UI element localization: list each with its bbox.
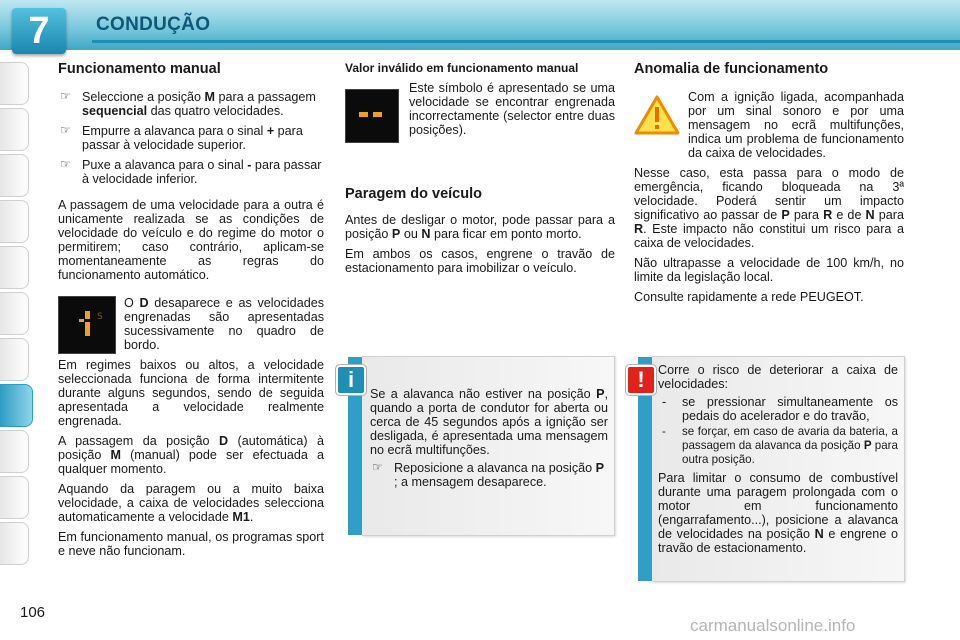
chapter-tab-active[interactable] xyxy=(0,384,33,427)
paragraph: Para limitar o consumo de combustível durante uma paragem prolongada com o motor em funcionamento (engarrafamento...), posicione a alavanca de velocidades na posição N e engrene o travão de estacionamento. xyxy=(658,471,898,555)
chapter-tab[interactable] xyxy=(0,246,29,289)
manual-steps xyxy=(58,90,324,186)
section-title-invalid: Valor inválido em funcionamento manual xyxy=(345,61,579,75)
info-content xyxy=(370,387,608,495)
left-column xyxy=(58,62,324,564)
paragraph: Aquando da paragem ou a muito baixa velocidade, a caixa de velocidades selecciona automaticamente a velocidade M1. xyxy=(58,482,324,524)
section-title-stop: Paragem do veículo xyxy=(345,186,482,202)
invalid-note xyxy=(345,81,615,143)
paragraph: Em ambos os casos, engrene o travão de estacionamento para imobilizar o veículo. xyxy=(345,247,615,275)
chapter-tab[interactable] xyxy=(0,476,29,519)
paragraph: Com a ignição ligada, acompanhada por um sinal sonoro e por uma mensagem no ecrã multifunções, indica um problema de funcionamento da caixa de velocidades. xyxy=(688,90,904,160)
list-item: - se pressionar simultaneamente os pedais do acelerador e do travão, xyxy=(658,395,898,423)
paragraph: Nesse caso, esta passa para o modo de emergência, ficando bloqueada na 3ª velocidade. Poderá sentir um impacto significativo ao passar de P para R e de N para R. Este impacto não constitui um risco para a caixa de velocidades. xyxy=(634,166,904,250)
paragraph: A passagem de uma velocidade para a outra é unicamente realizada se as condições de velocidade do veículo e do regime do motor o permitirem; caso contrário, aplicam-se momentaneamente as regras do funcionamento automático. xyxy=(58,198,324,282)
list-item: ☞ Reposicione a alavanca na posição P ; a mensagem desaparece. xyxy=(370,461,608,489)
info-icon: i xyxy=(336,365,366,395)
warning-triangle-icon xyxy=(634,94,680,136)
right-column xyxy=(634,62,904,310)
chapter-tab[interactable] xyxy=(0,62,29,105)
list-item: - se forçar, em caso de avaria da bateria, a passagem da alavanca da posição P para outra posição. xyxy=(658,425,898,467)
paragraph: O D desaparece e as velocidades engrenadas são apresentadas sucessivamente no quadro de bordo. xyxy=(124,296,324,352)
paragraph: Consulte rapidamente a rede PEUGEOT. xyxy=(634,290,864,304)
chapter-tab[interactable] xyxy=(0,522,29,565)
list-item: ☞ Puxe a alavanca para o sinal - para passar à velocidade inferior. xyxy=(58,158,324,186)
chapter-tab[interactable] xyxy=(0,292,29,335)
chapter-title: CONDUÇÃO xyxy=(96,14,211,35)
paragraph: Antes de desligar o motor, pode passar para a posição P ou N para ficar em ponto morto. xyxy=(345,213,615,241)
warning-content xyxy=(658,363,898,561)
paragraph: Em regimes baixos ou altos, a velocidade seleccionada funciona de forma intermitente durante alguns segundos, sendo de seguida apresentada a velocidade realmente engrenada. xyxy=(58,358,324,428)
chapter-tab[interactable] xyxy=(0,154,29,197)
paragraph: Não ultrapasse a velocidade de 100 km/h, no limite da legislação local. xyxy=(634,256,904,284)
paragraph: Este símbolo é apresentado se uma velocidade se encontrar engrenada incorrectamente (selector entre duas posições). xyxy=(409,81,615,137)
svg-text:S: S xyxy=(97,312,103,322)
middle-column xyxy=(345,62,615,281)
chapter-tabs xyxy=(0,62,34,568)
chapter-tab[interactable] xyxy=(0,338,29,381)
paragraph: Corre o risco de deteriorar a caixa de velocidades: xyxy=(658,363,898,391)
info-box xyxy=(347,356,615,536)
watermark: carmanualsonline.info xyxy=(690,616,856,635)
invalid-gear-icon xyxy=(345,89,399,143)
chapter-tab[interactable] xyxy=(0,430,29,473)
warning-box xyxy=(637,356,905,582)
warning-list xyxy=(658,395,898,467)
paragraph: A passagem da posição D (automática) à posição M (manual) pode ser efectuada a qualquer momento. xyxy=(58,434,324,476)
list-item: ☞ Empurre a alavanca para o sinal + para passar à velocidade superior. xyxy=(58,124,324,152)
warning-icon: ! xyxy=(626,365,656,395)
chapter-number: 7 xyxy=(12,8,66,54)
display-note xyxy=(58,296,324,354)
paragraph: Em funcionamento manual, os programas sport e neve não funcionam. xyxy=(58,530,324,558)
page-number: 106 xyxy=(20,604,46,621)
paragraph: Se a alavanca não estiver na posição P, quando a porta de condutor for aberta ou cerca de 45 segundos após a ignição ser desligada, é apresentada uma mensagem no ecrã multifunções. xyxy=(370,387,608,457)
anomaly-note xyxy=(634,90,904,160)
chapter-tab[interactable] xyxy=(0,200,29,243)
header-rule xyxy=(92,40,960,43)
info-steps xyxy=(370,461,608,489)
gear-display-icon xyxy=(58,296,116,354)
section-title-manual: Funcionamento manual xyxy=(58,61,221,77)
chapter-tab[interactable] xyxy=(0,108,29,151)
list-item: ☞ Seleccione a posição M para a passagem sequencial das quatro velocidades. xyxy=(58,90,324,118)
section-title-anomaly: Anomalia de funcionamento xyxy=(634,61,829,77)
